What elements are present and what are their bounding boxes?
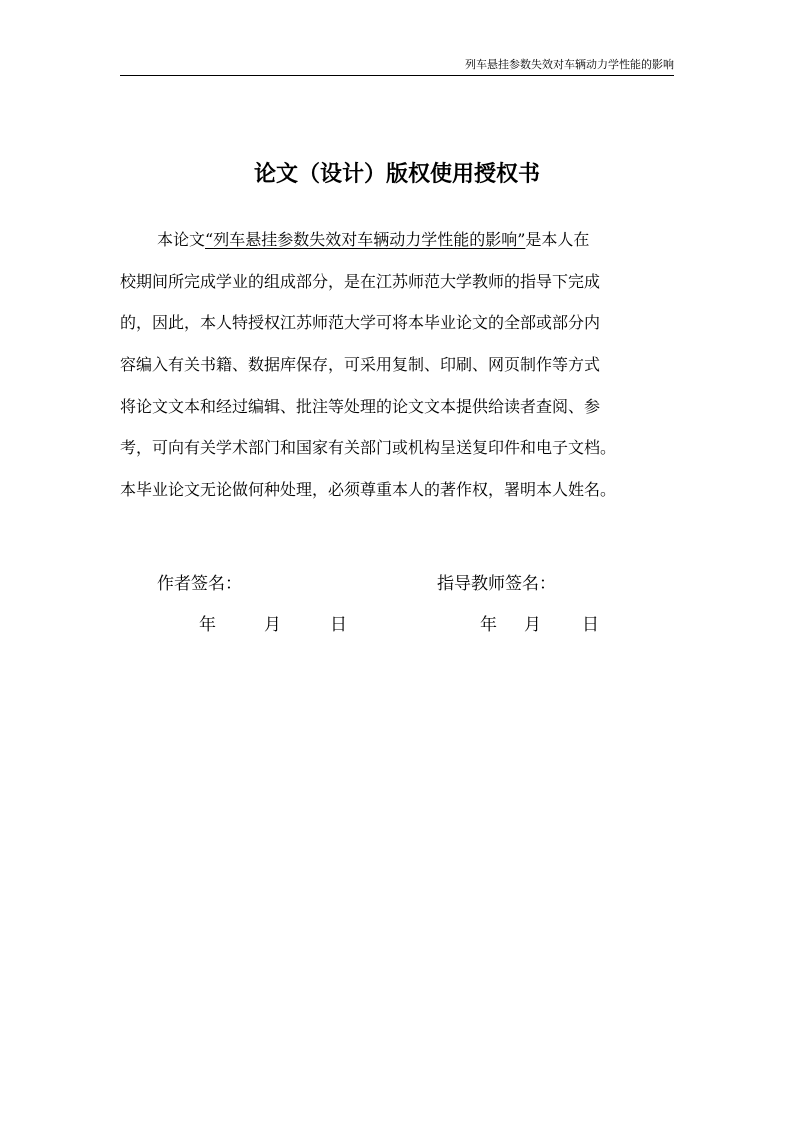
body-line-1-prefix: 本论文 xyxy=(157,230,206,249)
running-header: 列车悬挂参数失效对车辆动力学性能的影响 xyxy=(465,58,674,71)
body-line-2: 校期间所完成学业的组成部分，是在江苏师范大学教师的指导下完成 xyxy=(120,272,601,291)
body-line-7: 本毕业论文无论做何种处理，必须尊重本人的著作权，署明本人姓名。 xyxy=(120,480,617,499)
header-rule xyxy=(120,75,674,76)
author-date-day: 日 xyxy=(330,615,347,635)
page-title: 论文（设计）版权使用授权书 xyxy=(253,162,540,187)
advisor-date-day: 日 xyxy=(582,615,599,635)
body-line-6: 考，可向有关学术部门和国家有关部门或机构呈送复印件和电子文档。 xyxy=(120,438,617,457)
advisor-signature-label: 指导教师签名： xyxy=(437,574,556,594)
author-signature-label: 作者签名： xyxy=(157,574,242,594)
body-line-4: 容编入有关书籍、数据库保存，可采用复制、印刷、网页制作等方式 xyxy=(120,355,601,374)
thesis-title-quote: “列车悬挂参数失效对车辆动力学性能的影响” xyxy=(205,230,526,249)
body-line-1-suffix: 是本人在 xyxy=(525,230,590,249)
author-date-year: 年 xyxy=(199,615,216,635)
author-date-month: 月 xyxy=(264,615,281,635)
body-line-5: 将论文文本和经过编辑、批注等处理的论文文本提供给读者查阅、参 xyxy=(120,397,601,416)
advisor-date-year: 年 xyxy=(480,615,497,635)
advisor-date-month: 月 xyxy=(524,615,541,635)
body-line-1 xyxy=(157,227,727,253)
body-line-3: 的，因此，本人特授权江苏师范大学可将本毕业论文的全部或部分内 xyxy=(120,313,601,332)
